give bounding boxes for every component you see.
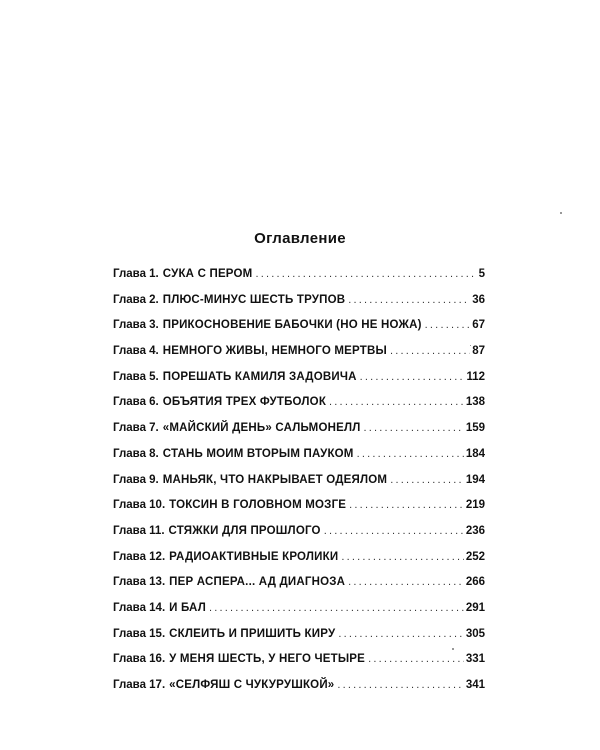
page-number: 112 — [466, 370, 485, 383]
page-number: 67 — [472, 319, 485, 332]
chapter-label: Глава 12. — [113, 550, 166, 563]
chapter-title: ПРИКОСНОВЕНИЕ БАБОЧКИ (НО НЕ НОЖА) — [162, 319, 422, 332]
dot-leader — [364, 422, 464, 434]
toc-entry — [113, 525, 485, 551]
toc-list — [113, 268, 485, 705]
chapter-title: «МАЙСКИЙ ДЕНЬ» САЛЬМОНЕЛЛ — [162, 422, 361, 435]
chapter-label: Глава 5. — [113, 370, 159, 383]
dot-leader — [368, 653, 464, 665]
dot-leader — [390, 474, 464, 486]
chapter-title: СТАНЬ МОИМ ВТОРЫМ ПАУКОМ — [162, 447, 354, 460]
chapter-label: Глава 8. — [113, 447, 159, 460]
print-speck — [560, 212, 562, 214]
dot-leader — [349, 499, 464, 511]
dot-leader — [357, 448, 464, 460]
chapter-title: НЕМНОГО ЖИВЫ, НЕМНОГО МЕРТВЫ — [162, 345, 387, 358]
chapter-label: Глава 14. — [113, 601, 166, 614]
toc-entry — [113, 371, 485, 397]
toc-entry — [113, 602, 485, 628]
page-number: 266 — [465, 576, 485, 589]
chapter-title: СКЛЕИТЬ И ПРИШИТЬ КИРУ — [169, 627, 336, 640]
toc-entry — [113, 294, 485, 320]
toc-entry — [113, 576, 485, 602]
chapter-label: Глава 6. — [113, 396, 159, 409]
page-number: 36 — [472, 293, 485, 306]
toc-entry — [113, 345, 485, 371]
chapter-title: ОБЪЯТИЯ ТРЕХ ФУТБОЛОК — [162, 396, 327, 409]
dot-leader — [209, 602, 464, 614]
chapter-title: СУКА С ПЕРОМ — [162, 268, 253, 280]
dot-leader — [425, 319, 471, 331]
dot-leader — [348, 576, 464, 588]
dot-leader — [255, 268, 476, 280]
dot-leader — [341, 551, 463, 563]
chapter-title: РАДИОАКТИВНЫЕ КРОЛИКИ — [169, 550, 339, 563]
chapter-label: Глава 1. — [113, 268, 159, 280]
dot-leader — [329, 396, 464, 408]
page-number: 219 — [465, 499, 485, 512]
page-number: 138 — [465, 396, 485, 409]
chapter-title: МАНЬЯК, ЧТО НАКРЫВАЕТ ОДЕЯЛОМ — [162, 473, 388, 486]
page-number: 341 — [465, 679, 485, 691]
dot-leader — [324, 525, 464, 537]
toc-entry — [113, 653, 485, 679]
toc-entry — [113, 448, 485, 474]
chapter-label: Глава 3. — [113, 319, 159, 332]
toc-entry — [113, 499, 485, 525]
page-number: 252 — [465, 550, 485, 563]
toc-entry — [113, 268, 485, 294]
chapter-label: Глава 2. — [113, 293, 159, 306]
chapter-label: Глава 17. — [113, 679, 166, 691]
chapter-label: Глава 9. — [113, 473, 159, 486]
page-number: 291 — [465, 601, 485, 614]
chapter-title: ПЛЮС-МИНУС ШЕСТЬ ТРУПОВ — [162, 293, 346, 306]
page-number: 305 — [465, 627, 485, 640]
toc-entry — [113, 551, 485, 577]
chapter-title: У МЕНЯ ШЕСТЬ, У НЕГО ЧЕТЫРЕ — [169, 653, 366, 666]
page-number: 184 — [465, 447, 485, 460]
chapter-title: ТОКСИН В ГОЛОВНОМ МОЗГЕ — [169, 499, 347, 512]
chapter-title: ПЕР АСПЕРА... АД ДИАГНОЗА — [169, 576, 346, 589]
chapter-title: И БАЛ — [169, 601, 206, 614]
chapter-label: Глава 15. — [113, 627, 166, 640]
toc-entry — [113, 396, 485, 422]
toc-entry — [113, 474, 485, 500]
page-number: 194 — [465, 473, 485, 486]
page-number: 236 — [465, 524, 485, 537]
chapter-label: Глава 16. — [113, 653, 166, 666]
chapter-label: Глава 10. — [113, 499, 166, 512]
chapter-label: Глава 4. — [113, 345, 159, 358]
dot-leader — [337, 679, 463, 691]
dot-leader — [348, 294, 470, 306]
chapter-title: СТЯЖКИ ДЛЯ ПРОШЛОГО — [168, 524, 321, 537]
page-number: 159 — [465, 422, 485, 435]
toc-entry — [113, 422, 485, 448]
page-number: 331 — [465, 653, 485, 666]
dot-leader — [390, 345, 470, 357]
dot-leader — [360, 371, 465, 383]
chapter-label: Глава 7. — [113, 422, 159, 435]
chapter-title: ПОРЕШАТЬ КАМИЛЯ ЗАДОВИЧА — [162, 370, 357, 383]
chapter-title: «СЕЛФЯШ С ЧУКУРУШКОЙ» — [169, 679, 335, 691]
chapter-label: Глава 11. — [113, 524, 165, 537]
toc-entry — [113, 679, 485, 705]
dot-leader — [338, 628, 464, 640]
chapter-label: Глава 13. — [113, 576, 166, 589]
page-number: 87 — [472, 345, 485, 358]
toc-heading: Оглавление — [254, 230, 346, 247]
page-number: 5 — [478, 268, 485, 280]
toc-entry — [113, 319, 485, 345]
toc-entry — [113, 628, 485, 654]
